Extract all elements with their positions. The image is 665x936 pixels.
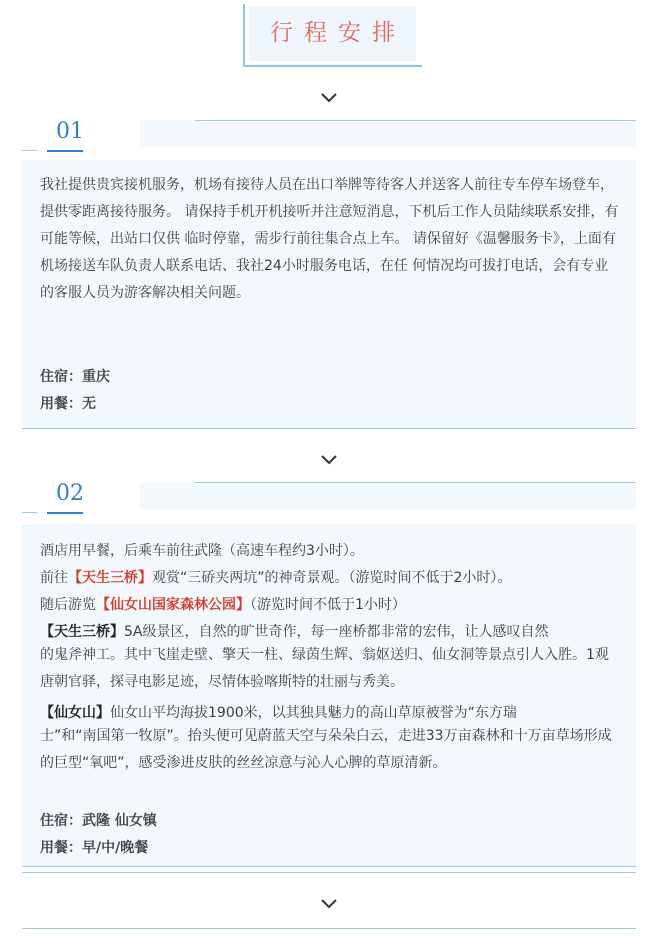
lodging-value: 武隆 仙女镇 bbox=[82, 813, 157, 829]
day-header-band bbox=[140, 482, 636, 509]
page-title: 行程安排 bbox=[270, 20, 406, 46]
day2-line-breakfast: 酒店用早餐，后乘车前往武隆（高速车程约3小时）。 bbox=[40, 543, 364, 559]
spot-desc: 5A级景区，自然的旷世奇作，每一座桥都非常的宏伟，让人感叹自然 bbox=[124, 624, 549, 640]
visit-prefix: 随后游览 bbox=[40, 597, 96, 613]
highlight-spot: 【仙女山国家森林公园】 bbox=[96, 597, 250, 613]
visit-prefix: 前往 bbox=[40, 570, 68, 586]
day-header-top-line bbox=[195, 482, 636, 483]
meals-label: 用餐： bbox=[40, 396, 82, 412]
meals-label: 用餐： bbox=[40, 840, 82, 856]
title-bottom-border bbox=[243, 65, 422, 67]
day-number: 01 bbox=[56, 119, 84, 144]
day2-meals bbox=[40, 837, 148, 857]
chevron-down-icon bbox=[320, 454, 338, 466]
title-left-border bbox=[243, 4, 245, 67]
day-number-underline bbox=[47, 150, 83, 152]
day2-lodging bbox=[40, 810, 157, 830]
day1-panel-bottom-line bbox=[22, 428, 636, 429]
day1-description: 我社提供贵宾接机服务，机场有接待人员在出口举牌等待客人并送客人前往专车停车场登车，提供零距离接待服务。 请保持手机开机接听并注意短消息，下机后工作人员陆续联系安排，有可能等候，出站口仅供 临时停靠，需步行前往集合点上车。 请保留好《温馨服务卡》，上面有机场接送车队负责人联系电话、我社24小时服务电话，在任 何情况均可拔打电话，会有专业的客服人员为游客解决相关问题。 bbox=[40, 177, 619, 301]
chevron-down-icon bbox=[320, 898, 338, 910]
day-header-tick bbox=[22, 512, 37, 513]
day2-panel-bottom-line bbox=[22, 866, 636, 867]
lodging-value: 重庆 bbox=[82, 369, 110, 385]
day-header-band bbox=[140, 120, 636, 147]
section-divider bbox=[22, 928, 636, 929]
spot2-description: 士”和“南国第一牧原”。抬头便可见蔚蓝天空与朵朵白云，走进33万亩森林和十万亩草场形成的巨型“氧吧”，感受渗进皮肤的丝丝凉意与沁人心脾的草原清新。 bbox=[40, 728, 612, 771]
day2-line-visit bbox=[40, 567, 511, 587]
chevron-down-icon bbox=[320, 92, 338, 104]
day-number: 02 bbox=[56, 481, 84, 506]
visit-detail: （游览时间不低于1小时） bbox=[250, 597, 406, 613]
day1-meals bbox=[40, 393, 96, 413]
highlight-spot: 【天生三桥】 bbox=[68, 570, 152, 586]
spot2-first-line bbox=[40, 702, 517, 722]
spot-title: 【天生三桥】 bbox=[40, 624, 124, 640]
day-header-top-line bbox=[195, 120, 636, 121]
meals-value: 无 bbox=[82, 396, 96, 412]
day1-lodging bbox=[40, 366, 110, 386]
day-number-underline bbox=[47, 512, 83, 514]
lodging-label: 住宿： bbox=[40, 369, 82, 385]
spot-title: 【仙女山】 bbox=[40, 705, 110, 721]
day2-line-then-visit bbox=[40, 594, 406, 614]
visit-detail: 观赏“三硚夹两坑”的神奇景观。（游览时间不低于2小时）。 bbox=[152, 570, 512, 586]
day-header-tick bbox=[22, 150, 37, 151]
section-title-box bbox=[243, 4, 422, 67]
spot1-description: 的鬼斧神工。其中飞崖走壁、擎天一柱、绿茵生辉、翁妪送归、仙女洞等景点引人入胜。1观唐朝官驿，探寻电影足迹，尽情体验喀斯特的壮丽与秀美。 bbox=[40, 647, 609, 690]
day2-panel-bottom-line-2 bbox=[22, 872, 636, 873]
spot1-first-line bbox=[40, 621, 548, 641]
spot-desc: 仙女山平均海拔1900米，以其独具魅力的高山草原被誉为“东方瑞 bbox=[110, 705, 517, 721]
lodging-label: 住宿： bbox=[40, 813, 82, 829]
meals-value: 早/中/晚餐 bbox=[82, 840, 149, 856]
